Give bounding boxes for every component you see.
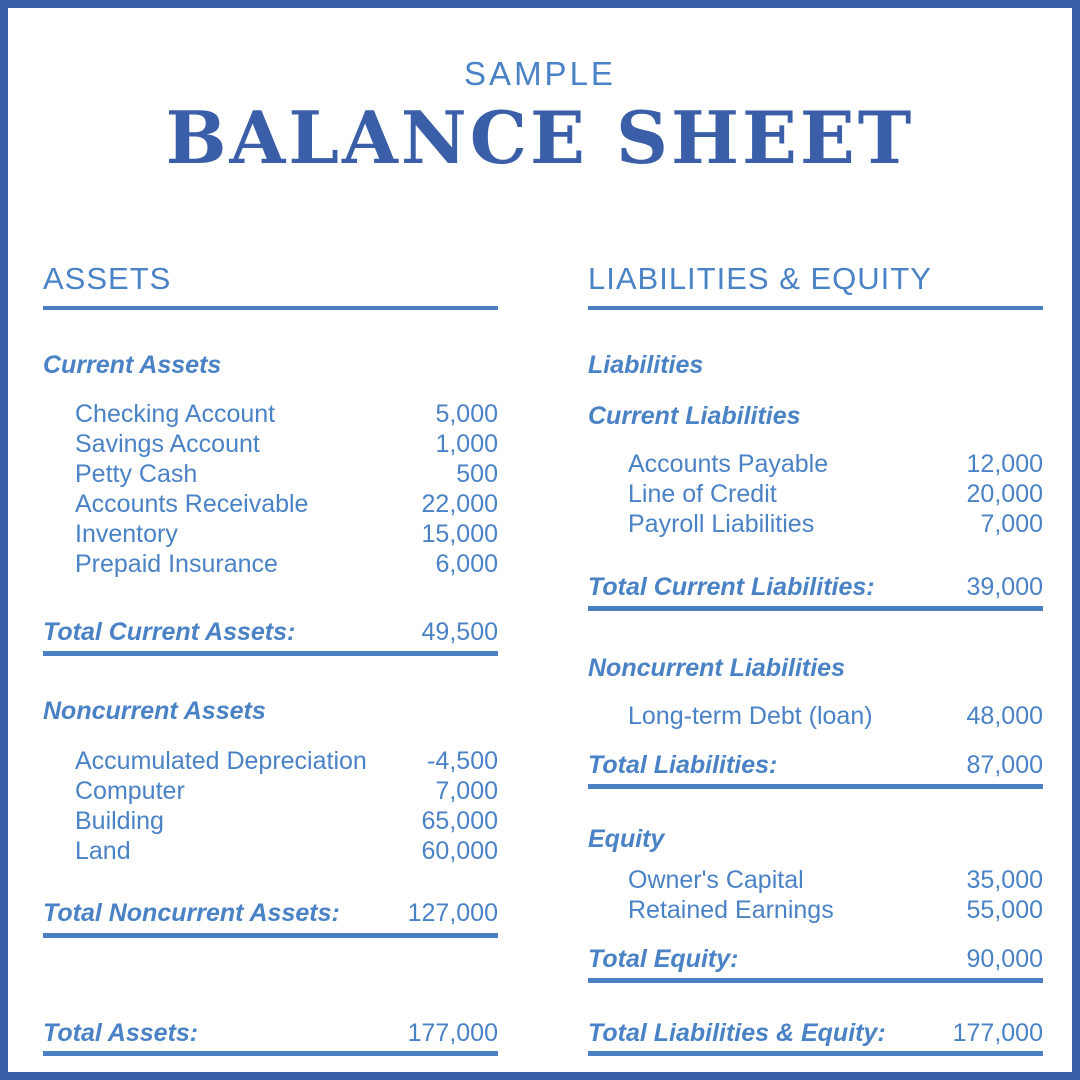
equity-items [588,865,1043,925]
line-item-value: 35,000 [966,866,1043,894]
total-liabilities-value: 87,000 [966,751,1043,779]
assets-heading: ASSETS [43,260,498,310]
line-item-row [43,399,498,429]
line-item-value: 5,000 [435,400,498,428]
total-current-liabilities-label: Total Current Liabilities: [588,573,875,601]
line-item-value: 12,000 [966,450,1043,478]
line-item-label: Accounts Receivable [75,490,309,518]
divider-rule [588,606,1043,611]
equity-subheading: Equity [588,825,665,853]
total-assets-value: 177,000 [407,1019,498,1047]
line-item-label: Payroll Liabilities [628,510,815,538]
line-item-value: 6,000 [435,550,498,578]
line-item-label: Savings Account [75,430,260,458]
line-item-value: 55,000 [966,896,1043,924]
divider-rule [43,1051,498,1056]
line-item-label: Prepaid Insurance [75,550,278,578]
total-current-assets-row [43,617,498,647]
line-item-value: 65,000 [421,807,498,835]
divider-rule [43,933,498,938]
current-assets-subheading: Current Assets [43,351,222,379]
line-item-row [43,519,498,549]
line-item-row [43,459,498,489]
total-assets-row [43,1018,498,1048]
line-item-row [43,429,498,459]
current-assets-items [43,399,498,579]
line-item-label: Petty Cash [75,460,198,488]
page-title: BALANCE SHEET [165,95,915,180]
noncurrent-liabilities-subheading: Noncurrent Liabilities [588,654,845,682]
line-item-value: 500 [456,460,498,488]
line-item-label: Computer [75,777,185,805]
total-liabilities-row [588,750,1043,780]
total-noncurrent-assets-value: 127,000 [407,899,498,927]
total-liabilities-label: Total Liabilities: [588,751,778,779]
line-item-row [43,836,498,866]
line-item-row [588,479,1043,509]
total-current-liabilities-row [588,572,1043,602]
line-item-value: 60,000 [421,837,498,865]
line-item-row [588,701,1043,731]
noncurrent-assets-subheading: Noncurrent Assets [43,697,266,725]
liabilities-group-label: Liabilities [588,351,704,379]
divider-rule [43,651,498,656]
total-noncurrent-assets-row [43,898,498,928]
current-liabilities-subheading: Current Liabilities [588,402,801,430]
total-liabilities-equity-value: 177,000 [952,1019,1043,1047]
line-item-row [43,746,498,776]
line-item-row [43,806,498,836]
noncurrent-assets-items [43,746,498,866]
line-item-label: Line of Credit [628,480,777,508]
divider-rule [588,784,1043,789]
total-noncurrent-assets-label: Total Noncurrent Assets: [43,899,340,927]
total-equity-label: Total Equity: [588,945,739,973]
total-equity-value: 90,000 [966,945,1043,973]
line-item-value: 15,000 [421,520,498,548]
line-item-label: Building [75,807,164,835]
sample-label: SAMPLE [464,55,616,92]
line-item-label: Retained Earnings [628,896,834,924]
line-item-row [588,895,1043,925]
line-item-label: Accumulated Depreciation [75,747,367,775]
line-item-row [43,549,498,579]
line-item-label: Land [75,837,131,865]
total-liabilities-equity-row [588,1018,1043,1048]
total-current-liabilities-value: 39,000 [966,573,1043,601]
divider-rule [588,1051,1043,1056]
total-equity-row [588,944,1043,974]
line-item-value: 1,000 [435,430,498,458]
line-item-label: Inventory [75,520,178,548]
total-current-assets-label: Total Current Assets: [43,618,296,646]
total-current-assets-value: 49,500 [421,618,498,646]
liabilities-equity-column [588,260,1043,1056]
page-header [8,55,1072,180]
divider-rule [588,978,1043,983]
line-item-value: 48,000 [966,702,1043,730]
line-item-label: Long-term Debt (loan) [628,702,873,730]
assets-column [43,260,498,1056]
total-liabilities-equity-label: Total Liabilities & Equity: [588,1019,886,1047]
line-item-label: Checking Account [75,400,276,428]
line-item-value: 20,000 [966,480,1043,508]
total-assets-label: Total Assets: [43,1019,199,1047]
liabilities-equity-heading: LIABILITIES & EQUITY [588,260,1043,310]
line-item-value: 7,000 [435,777,498,805]
line-item-row [588,509,1043,539]
current-liabilities-items [588,449,1043,539]
line-item-value: -4,500 [427,747,498,775]
line-item-label: Accounts Payable [628,450,829,478]
line-item-value: 22,000 [421,490,498,518]
line-item-row [43,776,498,806]
noncurrent-liabilities-items [588,701,1043,731]
line-item-label: Owner's Capital [628,866,804,894]
line-item-row [588,865,1043,895]
line-item-row [43,489,498,519]
line-item-row [588,449,1043,479]
line-item-value: 7,000 [980,510,1043,538]
